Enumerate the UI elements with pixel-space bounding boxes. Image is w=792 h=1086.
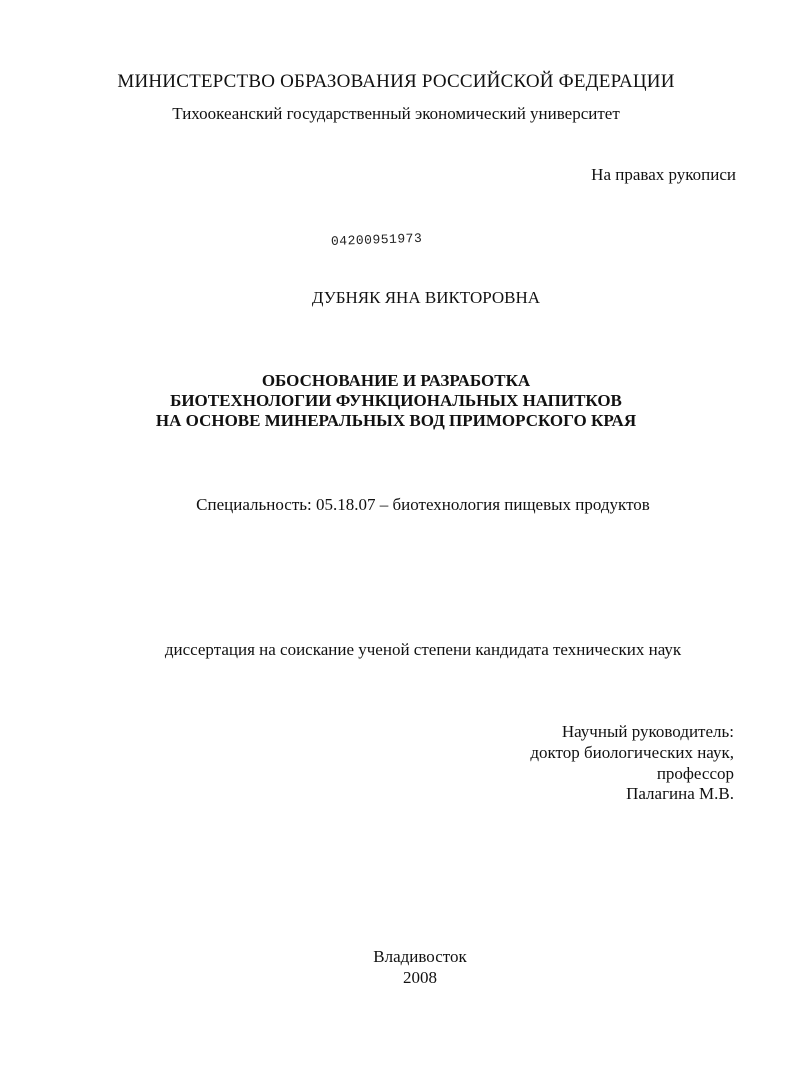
university-name: Тихоокеанский государственный экономический университет — [172, 104, 620, 123]
dissertation-title-line-1: ОБОСНОВАНИЕ И РАЗРАБОТКА — [261, 371, 531, 390]
manuscript-rights-note: На правах рукописи — [591, 165, 736, 184]
specialty-line: Специальность: 05.18.07 – биотехнология пищевых продуктов — [196, 495, 650, 514]
publication-year: 2008 — [403, 968, 437, 987]
registration-code-stamp: 04200951973 — [330, 230, 423, 249]
supervisor-name: Палагина М.В. — [626, 784, 734, 803]
author-name: ДУБНЯК ЯНА ВИКТОРОВНА — [311, 288, 541, 307]
dissertation-title-line-3: НА ОСНОВЕ МИНЕРАЛЬНЫХ ВОД ПРИМОРСКОГО КРАЯ — [155, 411, 637, 430]
supervisor-rank: профессор — [656, 764, 734, 783]
degree-line: диссертация на соискание ученой степени кандидата технических наук — [164, 640, 682, 659]
ministry-heading: МИНИСТЕРСТВО ОБРАЗОВАНИЯ РОССИЙСКОЙ ФЕДЕРАЦИИ — [117, 71, 675, 92]
city-name: Владивосток — [373, 947, 467, 966]
dissertation-title-line-2: БИОТЕХНОЛОГИИ ФУНКЦИОНАЛЬНЫХ НАПИТКОВ — [170, 391, 622, 410]
supervisor-label: Научный руководитель: — [561, 722, 734, 741]
supervisor-degree: доктор биологических наук, — [530, 743, 734, 762]
